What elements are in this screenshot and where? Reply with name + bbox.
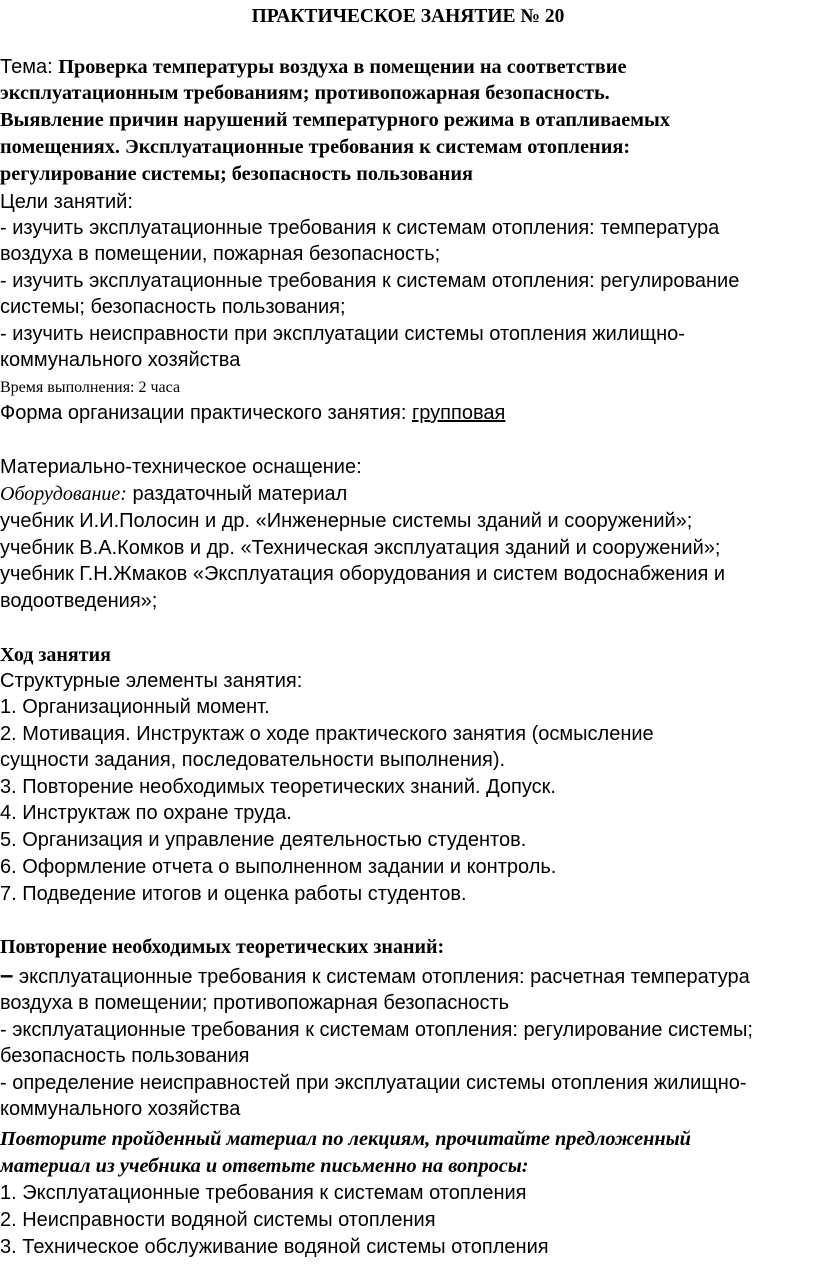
- instruction-line-2: материал из учебника и ответьте письменно на вопросы:: [0, 1155, 529, 1177]
- topic-line-5: регулирование системы; безопасность пользования: [0, 163, 473, 185]
- question-item: 1. Эксплуатационные требования к системам отопления: [0, 1182, 527, 1204]
- question-item: 2. Неисправности водяной системы отопления: [0, 1209, 436, 1231]
- equipment-line: [0, 481, 347, 507]
- topic-line-2: эксплуатационным требованиям; противопожарная безопасность.: [0, 82, 610, 104]
- goal-line: - изучить эксплуатационные требования к системам отопления: регулирование: [0, 270, 740, 292]
- topic-label: Тема:: [0, 56, 59, 78]
- equipment-label: Оборудование:: [0, 483, 127, 505]
- book-line: учебник И.И.Полосин и др. «Инженерные системы зданий и сооружений»;: [0, 510, 693, 532]
- goal-line: - изучить эксплуатационные требования к системам отопления: температура: [0, 217, 720, 239]
- book-line: водоотведения»;: [0, 590, 158, 612]
- topic-line-1: [0, 54, 627, 80]
- theory-line: - определение неисправностей при эксплуатации системы отопления жилищно-: [0, 1072, 747, 1094]
- equipment-value: раздаточный материал: [126, 483, 348, 505]
- theory-first-text: эксплуатационные требования к системам отопления: расчетная температура: [13, 966, 750, 988]
- course-step: сущности задания, последовательности выполнения).: [0, 749, 506, 771]
- goals-heading: Цели занятий:: [0, 191, 133, 213]
- form-label: Форма организации практического занятия:: [0, 402, 412, 424]
- goal-line: коммунального хозяйства: [0, 349, 241, 371]
- course-step: 2. Мотивация. Инструктаж о ходе практического занятия (осмысление: [0, 723, 654, 745]
- theory-dash: –: [0, 962, 14, 989]
- theory-line: воздуха в помещении; противопожарная безопасность: [0, 992, 510, 1014]
- page-title: ПРАКТИЧЕСКОЕ ЗАНЯТИЕ № 20: [251, 6, 565, 27]
- course-step: 1. Организационный момент.: [0, 696, 270, 718]
- theory-line: безопасность пользования: [0, 1045, 250, 1067]
- theory-heading: Повторение необходимых теоретических знаний:: [0, 936, 445, 958]
- form-line: [0, 400, 505, 426]
- course-subheading: Структурные элементы занятия:: [0, 670, 303, 692]
- course-heading: Ход занятия: [0, 644, 111, 666]
- equipment-heading: Материально-техническое оснащение:: [0, 456, 362, 478]
- topic-line-4: помещениях. Эксплуатационные требования к системам отопления:: [0, 136, 631, 158]
- book-line: учебник В.А.Комков и др. «Техническая эксплуатация зданий и сооружений»;: [0, 537, 721, 559]
- goal-line: - изучить неисправности при эксплуатации системы отопления жилищно-: [0, 323, 685, 345]
- course-step: 5. Организация и управление деятельностью студентов.: [0, 829, 527, 851]
- topic-text: Проверка температуры воздуха в помещении на соответствие: [58, 56, 627, 78]
- duration: Время выполнения: 2 часа: [0, 379, 181, 396]
- theory-line: [0, 963, 750, 990]
- course-step: 6. Оформление отчета о выполненном задании и контроль.: [0, 856, 557, 878]
- instruction-line-1: Повторите пройденный материал по лекциям, прочитайте предложенный: [0, 1128, 691, 1150]
- theory-line: - эксплуатационные требования к системам отопления: регулирование системы;: [0, 1019, 753, 1041]
- book-line: учебник Г.Н.Жмаков «Эксплуатация оборудования и систем водоснабжения и: [0, 563, 726, 585]
- question-item: 3. Техническое обслуживание водяной системы отопления: [0, 1236, 549, 1258]
- theory-line: коммунального хозяйства: [0, 1098, 241, 1120]
- course-step: 3. Повторение необходимых теоретических знаний. Допуск.: [0, 776, 556, 798]
- form-value: групповая: [411, 402, 506, 424]
- topic-line-3: Выявление причин нарушений температурного режима в отапливаемых: [0, 109, 670, 131]
- goal-line: системы; безопасность пользования;: [0, 296, 346, 318]
- goal-line: воздуха в помещении, пожарная безопасность;: [0, 243, 441, 265]
- course-step: 7. Подведение итогов и оценка работы студентов.: [0, 883, 467, 905]
- course-step: 4. Инструктаж по охране труда.: [0, 802, 292, 824]
